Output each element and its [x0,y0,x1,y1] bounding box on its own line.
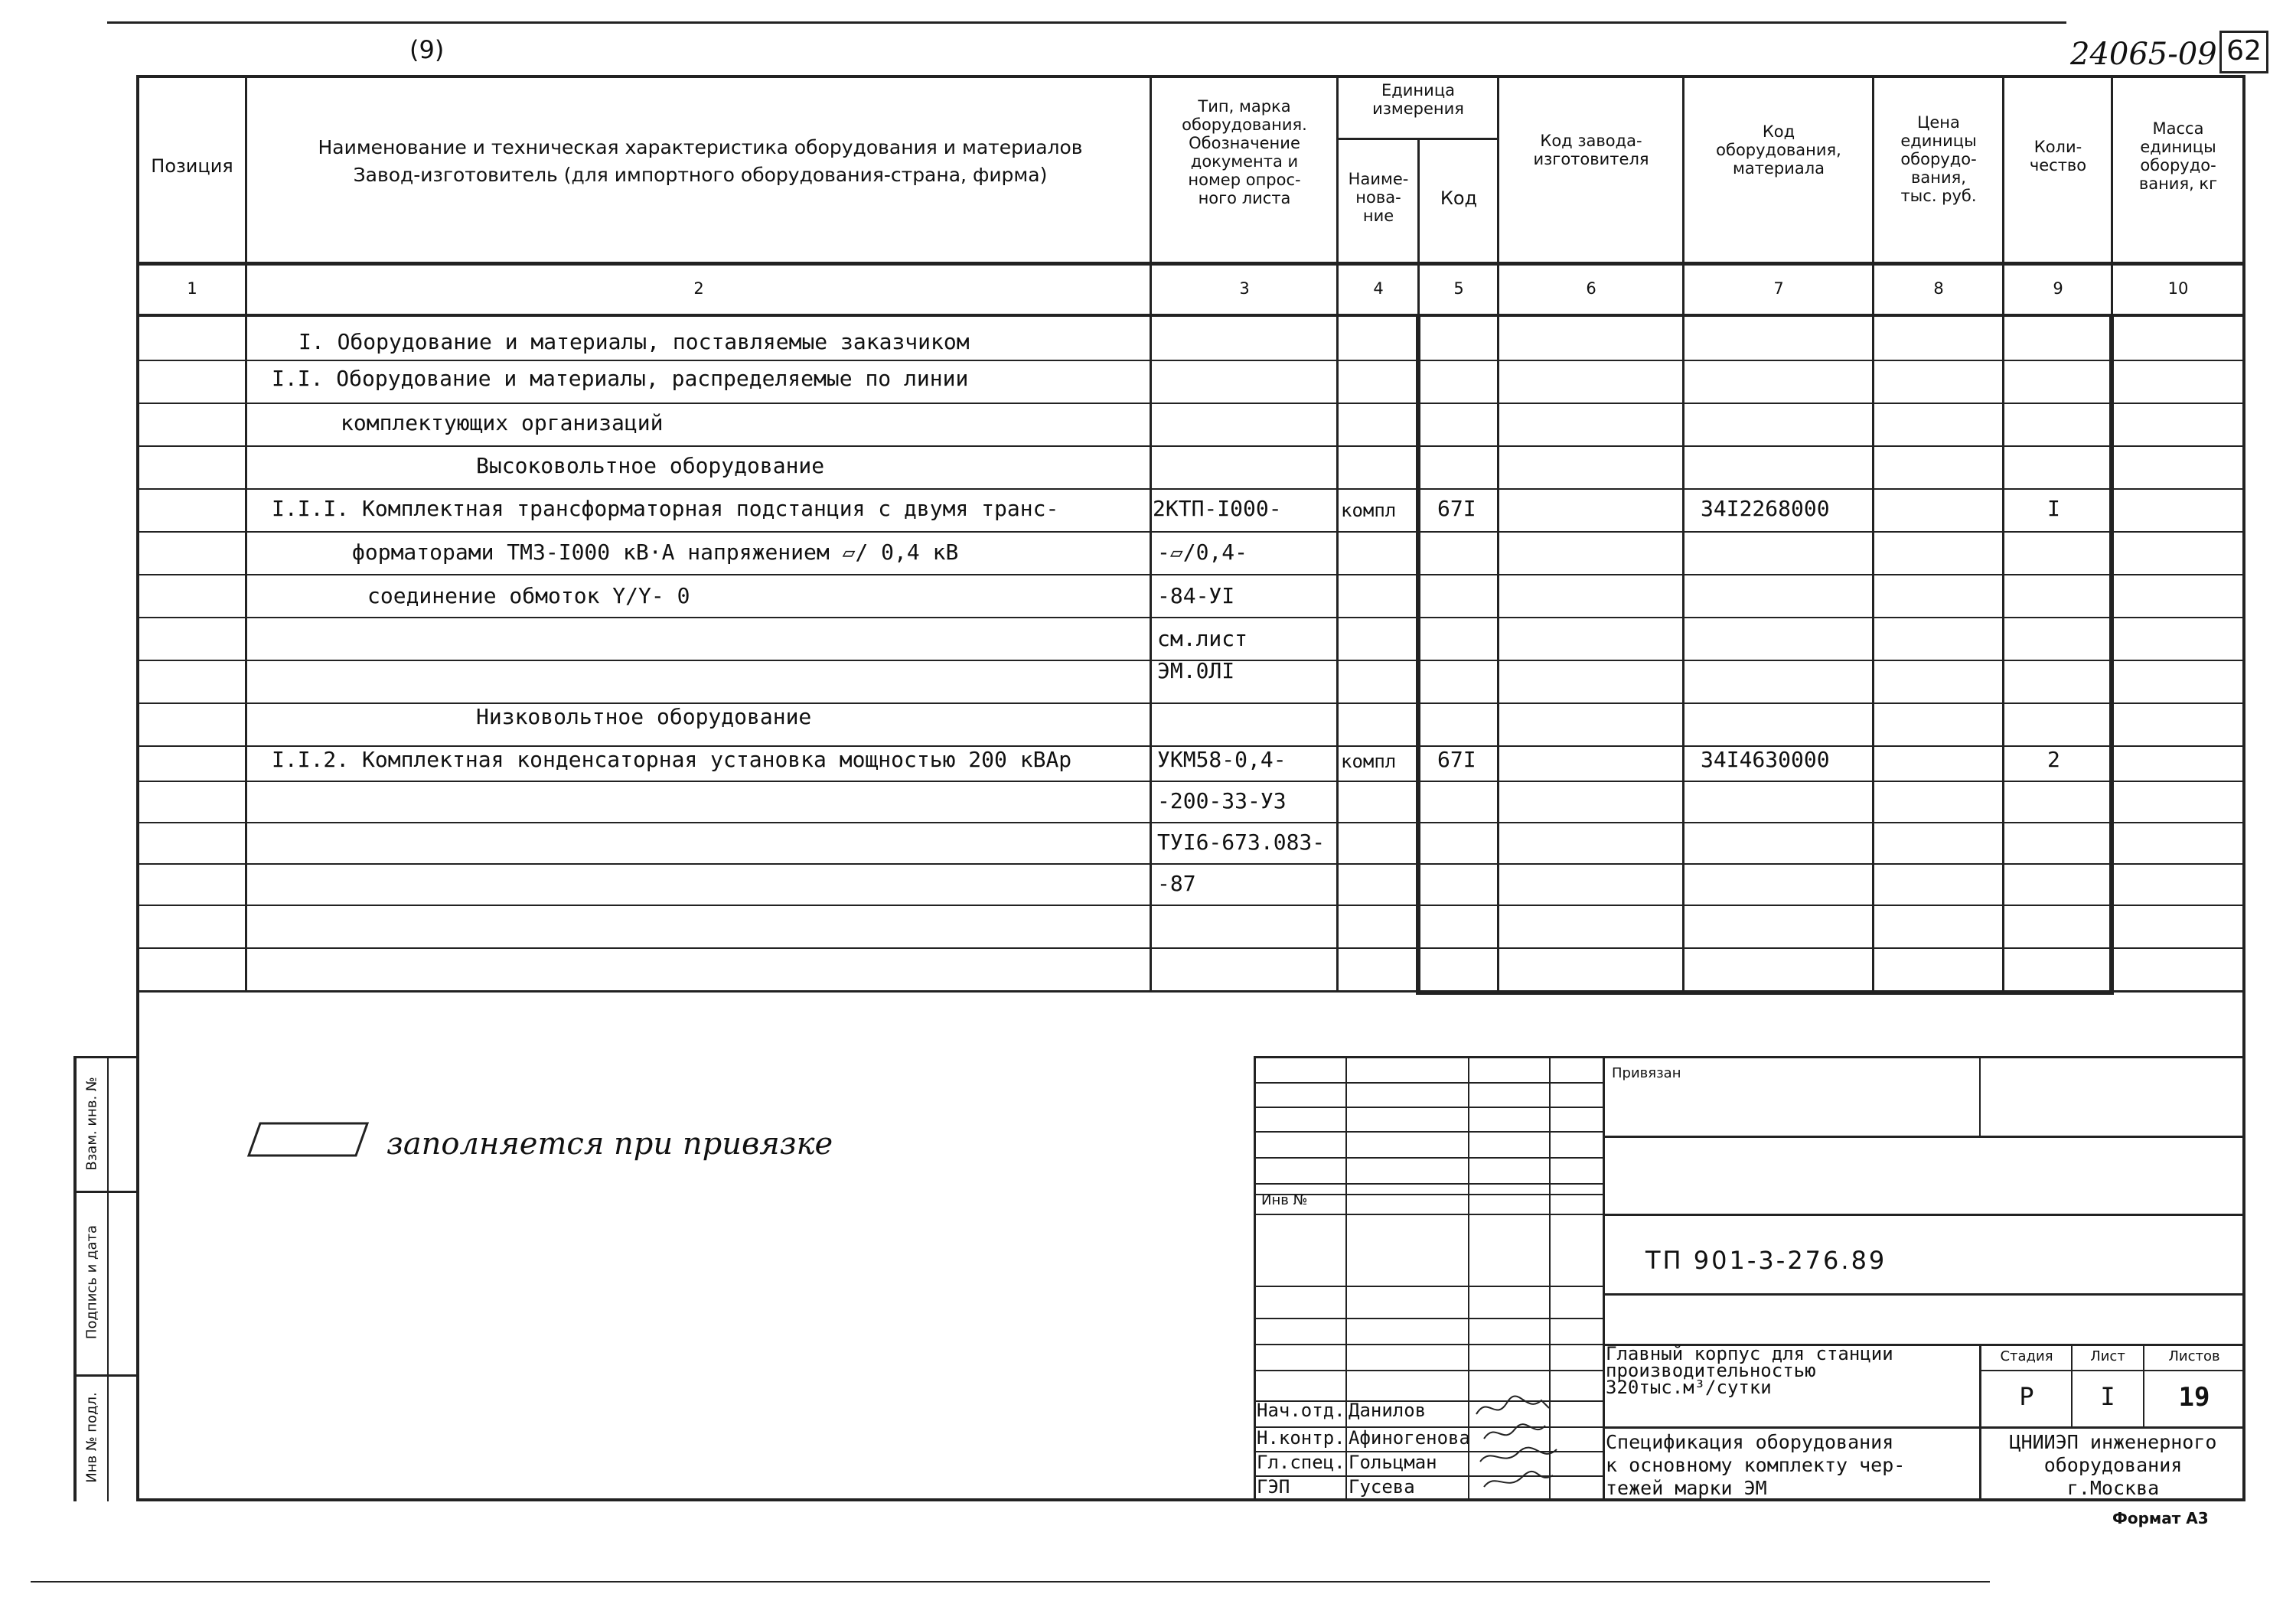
row-text: I. Оборудование и материалы, поставляемые заказчиком [298,329,970,354]
col-num-5: 5 [1453,279,1464,298]
role: Н.контр. [1257,1427,1345,1449]
col-num-1: 1 [187,279,197,298]
building-title: Главный корпус для станции производительностью 320тыс.м³/сутки [1606,1343,1893,1398]
format-label: Формат А3 [2112,1509,2209,1527]
sheet-code: 24065-09 [2070,37,2217,72]
sheet-title: Спецификация оборудования к основному комплекту чер- тежей марки ЭМ [1606,1431,1906,1499]
type-cell: УКМ58-0,4- [1157,747,1287,772]
person-name: Гусева [1349,1476,1415,1498]
row-text: I.I.I. Комплектная трансформаторная подстанция с двумя транс- [272,496,1059,521]
stamp-label: Подпись и дата [83,1224,100,1340]
row-text: I.I.2. Комплектная конденсаторная установка мощностью 200 кВАр [272,747,1072,772]
type-cell: -84-УI [1157,583,1235,608]
col-num-7: 7 [1773,279,1784,298]
unit-name-cell: компл [1341,751,1397,772]
person-name: Афиногенова [1349,1427,1470,1449]
row-text: соединение обмоток Y/Y- 0 [367,583,690,608]
col-header-9: Коли- чество [2029,138,2087,174]
person-name: Данилов [1349,1400,1427,1421]
type-cell: ЭМ.0ЛI [1157,658,1235,683]
stamp-label: Инв № подл. [83,1392,100,1483]
col-num-8: 8 [1933,279,1944,298]
equipment-code-cell: 34I2268000 [1701,496,1830,521]
col-header-4: Наиме- нова- ние [1348,170,1409,225]
col-header-3: Тип, марка оборудования. Обозначение документа и номер опрос- ного листа [1182,97,1307,207]
sheet-label: Лист [2090,1348,2125,1364]
project-code: ТП 901-3-276.89 [1645,1246,1887,1275]
row-text: Низковольтное оборудование [476,704,812,729]
quantity-cell: 2 [2047,747,2060,772]
col-num-9: 9 [2053,279,2063,298]
row-text: I.I. Оборудование и материалы, распределяемые по линии [272,366,969,391]
stage-label: Стадия [2000,1348,2053,1364]
role: Нач.отд. [1257,1400,1345,1421]
col-header-unit-group: Единица измерения [1372,81,1464,118]
col-header-8: Цена единицы оборудо- вания, тыс. руб. [1900,113,1977,205]
parallelogram-icon [245,1117,375,1163]
privyazan-label: Привязан [1612,1065,1681,1081]
col-header-7: Код оборудования, материала [1716,122,1841,178]
col-num-4: 4 [1373,279,1384,298]
binding-note: заполняется при привязке [386,1126,833,1162]
signature-icon [1473,1391,1603,1498]
unit-code-cell: 67I [1437,496,1476,521]
sheets-label: Листов [2168,1348,2220,1364]
col-header-10: Масса единицы оборудо- вания, кг [2138,119,2218,193]
person-name: Гольцман [1349,1452,1437,1473]
quantity-cell: I [2047,496,2060,521]
col-header-2: Наименование и техническая характеристика оборудования и материалов Завод-изготовитель (для импортного оборудования-страна, фирма) [318,136,1083,186]
inv-no-label: Инв № [1261,1192,1308,1208]
type-cell: 2КТП-I000- [1153,496,1282,521]
row-text: форматорами ТМЗ-I000 кВ·А напряжением ▱/ 0,4 кВ [352,539,959,565]
col-num-3: 3 [1239,279,1250,298]
col-header-1: Позиция [151,155,233,177]
row-text: Высоковольтное оборудование [476,453,825,478]
row-text: комплектующих организаций [341,410,664,435]
type-cell: см.лист [1157,626,1248,651]
role: ГЭП [1257,1476,1290,1498]
col-num-10: 10 [2167,279,2189,298]
type-cell: -▱/0,4- [1157,539,1248,565]
unit-code-cell: 67I [1437,747,1476,772]
type-cell: -87 [1157,871,1196,896]
organization: ЦНИИЭП инженерного оборудования г.Москва [2009,1431,2217,1499]
col-header-6: Код завода- изготовителя [1533,132,1649,168]
stage-value: Р [2019,1382,2034,1411]
col-num-6: 6 [1586,279,1596,298]
sheets-value: 19 [2178,1382,2210,1413]
stamp-label: Взам. инв. № [83,1077,100,1171]
page-number: 62 [2219,31,2268,73]
type-cell: -200-33-УЗ [1157,788,1287,813]
equipment-code-cell: 34I4630000 [1701,747,1830,772]
type-cell: ТУI6-673.083- [1157,830,1326,855]
col-num-2: 2 [693,279,704,298]
sheet-value: I [2100,1382,2115,1411]
top-left-mark: (9) [409,35,445,64]
col-header-5: Код [1440,187,1478,209]
unit-name-cell: компл [1341,500,1397,521]
role: Гл.спец. [1257,1452,1345,1473]
